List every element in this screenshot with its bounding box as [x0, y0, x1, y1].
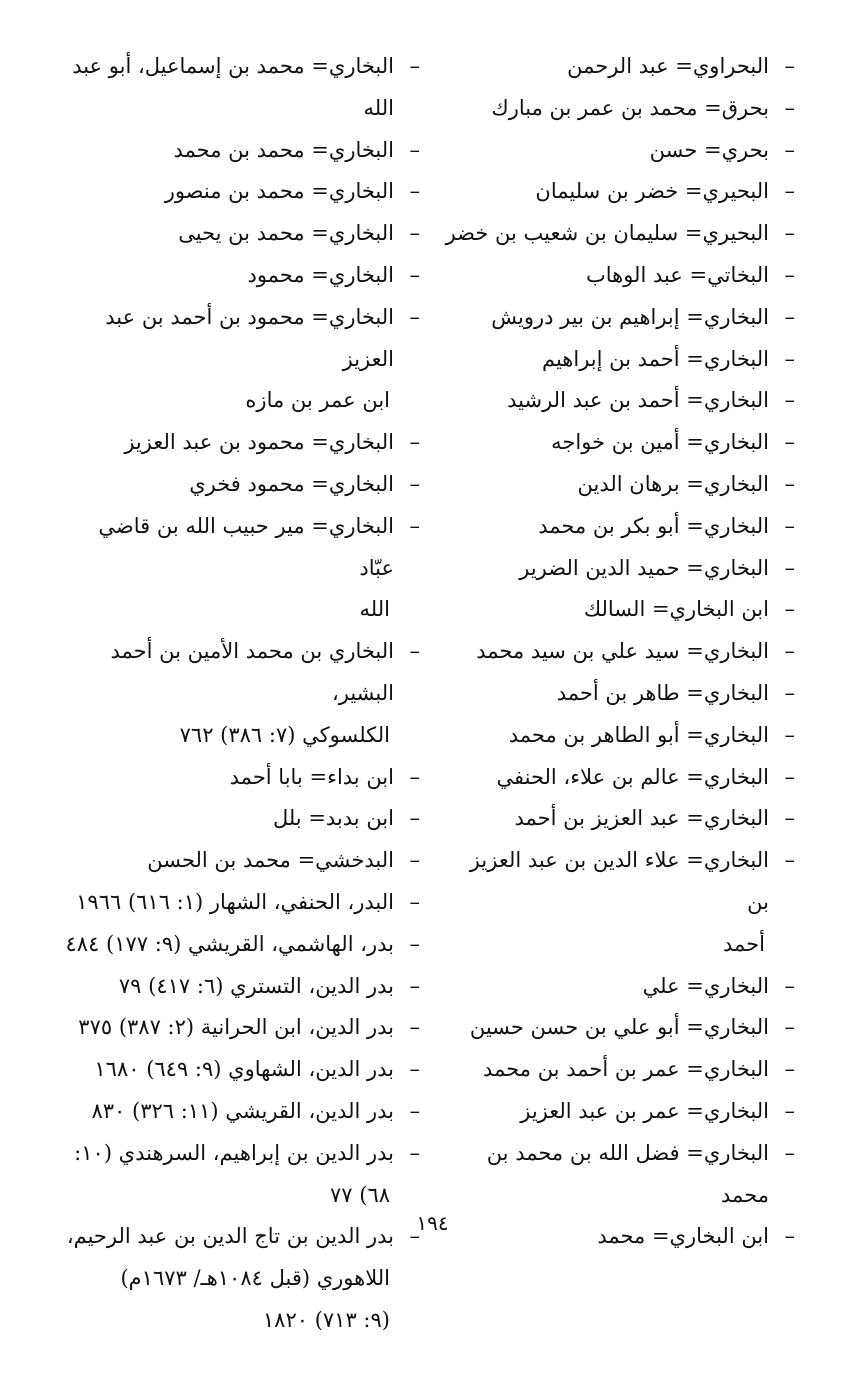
entry-dash: – — [784, 1098, 795, 1123]
entry-dash: – — [784, 221, 795, 246]
entry-text: البخاري= برهان الدين — [577, 471, 769, 496]
index-entry — [445, 1091, 795, 1133]
entry-dash: – — [409, 221, 420, 246]
entry-text: البخاري= عبد العزيز بن أحمد — [514, 806, 769, 831]
index-entry — [445, 966, 795, 1008]
entry-text: البخاري= عمر بن أحمد بن محمد — [483, 1057, 769, 1082]
index-entry — [58, 882, 420, 924]
index-entry — [58, 757, 420, 799]
entry-text: البخاري= علي — [642, 973, 769, 998]
index-entry — [445, 255, 795, 297]
entry-dash: – — [409, 973, 420, 998]
index-entry — [58, 422, 420, 464]
entry-text: بدر الدين، ابن الحرانية (٢: ٣٨٧) ٣٧٥ — [78, 1015, 394, 1040]
entry-dash: – — [409, 430, 420, 455]
index-entry — [445, 506, 795, 548]
entry-text: البخاري= طاهر بن أحمد — [556, 680, 769, 705]
entry-text: البخاري= فضل الله بن محمد بن محمد — [486, 1140, 769, 1207]
entry-continuation: (٩: ٧١٣) ١٨٢٠ — [262, 1307, 390, 1332]
index-entry — [445, 589, 795, 631]
index-entry — [58, 966, 420, 1008]
entry-text: البخاري= أمين بن خواجه — [551, 430, 769, 455]
entry-text: ابن بدبد= بلل — [272, 806, 394, 831]
entry-dash: – — [784, 973, 795, 998]
index-entry — [445, 46, 795, 88]
index-column-left — [58, 46, 420, 1342]
index-entry — [58, 130, 420, 172]
entry-text: بدر الدين بن تاج الدين بن عبد الرحيم، — [66, 1224, 394, 1249]
entry-text: البخاري= محمود — [247, 262, 394, 287]
entry-dash: – — [784, 1057, 795, 1082]
entry-continuation: الكلسوكي (٧: ٣٨٦) ٧٦٢ — [179, 722, 390, 747]
index-entry — [445, 1049, 795, 1091]
entry-dash: – — [784, 304, 795, 329]
entry-dash: – — [784, 513, 795, 538]
entry-dash: – — [784, 179, 795, 204]
entry-text: البخاري= محمد بن يحيى — [178, 221, 394, 246]
entry-dash: – — [784, 1224, 795, 1249]
entry-continuation: أحمد — [723, 931, 765, 956]
entry-dash: – — [409, 179, 420, 204]
entry-text: ابن البخاري= السالك — [583, 597, 769, 622]
entry-text: البدخشي= محمد بن الحسن — [147, 848, 394, 873]
entry-dash: – — [409, 262, 420, 287]
entry-dash: – — [784, 471, 795, 496]
entry-text: بدر، الهاشمي، القريشي (٩: ١٧٧) ٤٨٤ — [65, 931, 394, 956]
index-entry — [445, 339, 795, 381]
entry-dash: – — [784, 848, 795, 873]
entry-dash: – — [409, 304, 420, 329]
index-entry — [445, 297, 795, 339]
index-entry — [445, 757, 795, 799]
entry-text: البخاري= أبو علي بن حسن حسين — [469, 1015, 769, 1040]
entry-text: البحيري= خضر بن سليمان — [535, 179, 769, 204]
entry-text: البخاري= محمود بن أحمد بن عبد العزيز — [105, 304, 394, 371]
entry-dash: – — [784, 680, 795, 705]
index-entry — [58, 798, 420, 840]
entry-dash: – — [784, 95, 795, 120]
index-entry — [58, 1007, 420, 1049]
index-entry — [58, 631, 420, 756]
index-entry — [445, 171, 795, 213]
index-entry — [58, 171, 420, 213]
entry-dash: – — [784, 262, 795, 287]
entry-dash: – — [784, 597, 795, 622]
entry-text: ابن بداء= بابا أحمد — [229, 764, 394, 789]
entry-continuation: الله — [359, 597, 390, 622]
index-entry — [58, 840, 420, 882]
entry-text: بدر الدين، التستري (٦: ٤١٧) ٧٩ — [118, 973, 394, 998]
entry-dash: – — [409, 137, 420, 162]
entry-dash: – — [409, 764, 420, 789]
entry-continuation: اللاهوري (قبل ١٠٨٤هـ/ ١٦٧٣م) — [120, 1266, 390, 1291]
entry-text: البخاري= محمد بن منصور — [164, 179, 394, 204]
index-entry — [58, 255, 420, 297]
index-entry — [58, 297, 420, 422]
entry-dash: – — [409, 806, 420, 831]
entry-dash: – — [784, 1140, 795, 1165]
index-entry — [445, 422, 795, 464]
entry-dash: – — [409, 1015, 420, 1040]
index-column-right — [445, 46, 795, 1258]
index-entry — [445, 213, 795, 255]
entry-text: البخاري= محمد بن محمد — [173, 137, 394, 162]
index-entry — [58, 1091, 420, 1133]
entry-text: البخاري= محمود فخري — [189, 471, 394, 496]
index-entry — [58, 213, 420, 255]
entry-text: البحراوي= عبد الرحمن — [567, 54, 769, 78]
entry-text: البخاري= أبو الطاهر بن محمد — [508, 722, 769, 747]
entry-text: البخاري= عالم بن علاء، الحنفي — [496, 764, 769, 789]
entry-dash: – — [784, 806, 795, 831]
entry-text: البدر، الحنفي، الشهار (١: ٦١٦) ١٩٦٦ — [76, 889, 394, 914]
entry-dash: – — [409, 639, 420, 664]
entry-text: ابن البخاري= محمد — [597, 1224, 769, 1249]
entry-dash: – — [409, 1057, 420, 1082]
entry-dash: – — [409, 1224, 420, 1249]
entry-text: بدر الدين بن إبراهيم، السرهندي (١٠: — [74, 1140, 394, 1165]
index-entry — [445, 1133, 795, 1217]
entry-dash: – — [784, 764, 795, 789]
entry-dash: – — [784, 722, 795, 747]
entry-text: البخاري= إبراهيم بن بير درويش — [491, 304, 769, 329]
entry-dash: – — [409, 513, 420, 538]
index-entry — [445, 464, 795, 506]
index-entry — [58, 924, 420, 966]
entry-text: بدر الدين، القريشي (١١: ٣٢٦) ٨٣٠ — [91, 1098, 394, 1123]
entry-dash: – — [409, 1140, 420, 1165]
entry-text: البخاري= أبو بكر بن محمد — [538, 513, 769, 538]
entry-text: البخاتي= عبد الوهاب — [585, 262, 769, 287]
index-entry — [445, 1007, 795, 1049]
index-entry — [445, 631, 795, 673]
index-entry — [445, 88, 795, 130]
entry-dash: – — [409, 54, 420, 78]
entry-text: بدر الدين، الشهاوي (٩: ٦٤٩) ١٦٨٠ — [94, 1057, 394, 1082]
entry-text: البخاري بن محمد الأمين بن أحمد البشير، — [110, 639, 394, 705]
entry-text: البخاري= علاء الدين بن عبد العزيز بن — [469, 848, 769, 914]
entry-dash: – — [409, 1098, 420, 1123]
entry-dash: – — [409, 848, 420, 873]
entry-text: البخاري= أحمد بن عبد الرشيد — [507, 388, 769, 413]
entry-text: البخاري= سيد علي بن سيد محمد — [476, 639, 769, 664]
entry-dash: – — [784, 639, 795, 664]
entry-text: البخاري= حميد الدين الضرير — [519, 555, 769, 580]
entry-text: بحري= حسن — [649, 137, 769, 162]
index-entry — [445, 840, 795, 965]
entry-text: البخاري= أحمد بن إبراهيم — [541, 346, 769, 371]
index-entry — [58, 506, 420, 631]
entry-dash: – — [784, 430, 795, 455]
index-entry — [445, 380, 795, 422]
entry-continuation: ابن عمر بن مازه — [245, 388, 390, 413]
index-entry — [58, 46, 420, 130]
entry-dash: – — [784, 555, 795, 580]
entry-dash: – — [784, 388, 795, 413]
index-entry — [445, 673, 795, 715]
entry-dash: – — [409, 931, 420, 956]
entry-text: بحرق= محمد بن عمر بن مبارك — [491, 95, 769, 120]
entry-dash: – — [784, 137, 795, 162]
entry-dash: – — [409, 889, 420, 914]
index-entry — [445, 715, 795, 757]
entry-dash: – — [784, 54, 795, 78]
entry-text: البخاري= محمود بن عبد العزيز — [124, 430, 394, 455]
entry-text: البخاري= عمر بن عبد العزيز — [520, 1098, 769, 1123]
page-number: ١٩٤ — [416, 1211, 449, 1235]
entry-continuation: ٦٨) ٧٧ — [330, 1182, 390, 1207]
entry-text: البخاري= محمد بن إسماعيل، أبو عبد الله — [72, 54, 394, 120]
entry-dash: – — [784, 346, 795, 371]
index-entry — [58, 1133, 420, 1217]
index-entry — [445, 798, 795, 840]
entry-dash: – — [409, 471, 420, 496]
entry-dash: – — [784, 1015, 795, 1040]
index-entry — [445, 130, 795, 172]
index-entry — [58, 1049, 420, 1091]
entry-text: البخاري= مير حبيب الله بن قاضي عبّاد — [98, 513, 394, 580]
index-entry — [58, 464, 420, 506]
entry-text: البحيري= سليمان بن شعيب بن خضر — [445, 221, 769, 246]
index-entry — [445, 548, 795, 590]
index-entry — [58, 1216, 420, 1341]
